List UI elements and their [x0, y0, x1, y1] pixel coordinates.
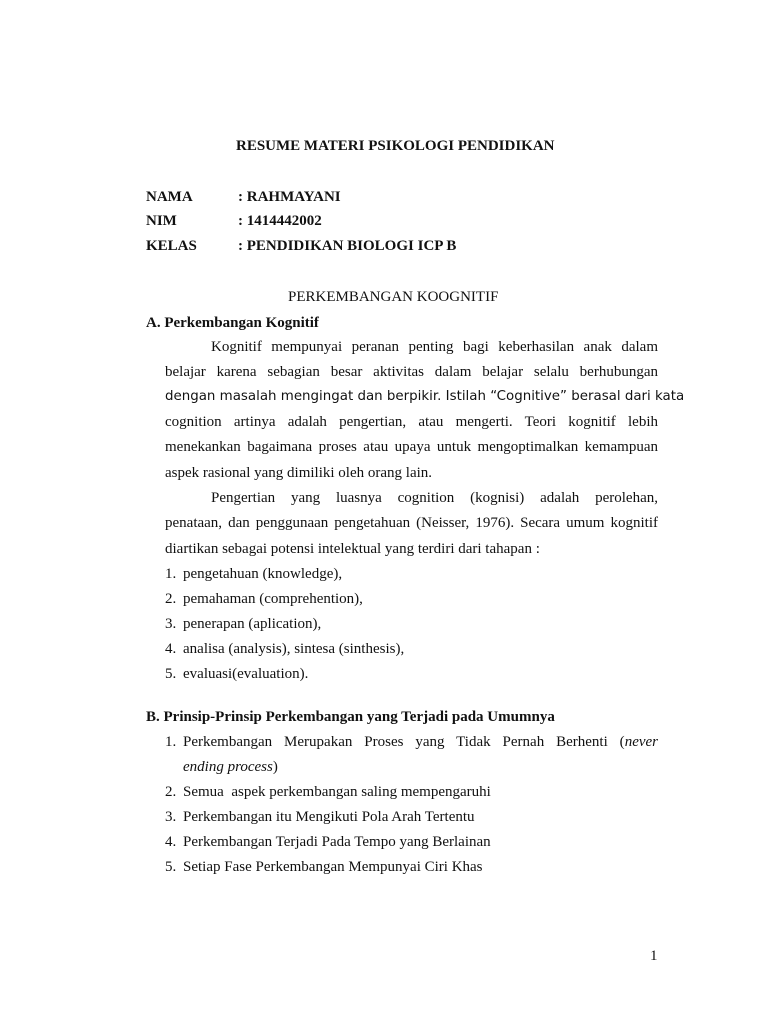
para2-line3: diartikan sebagai potensi intelektual yang terdiri dari tahapan :	[165, 541, 540, 557]
list-a-item-4: analisa (analysis), sintesa (sinthesis),	[183, 641, 405, 657]
list-a-num-5: 5.	[165, 666, 177, 682]
page-number: 1	[650, 948, 658, 964]
list-a-item-1: pengetahuan (knowledge),	[183, 566, 343, 582]
identity-value-nama: : RAHMAYANI	[238, 189, 341, 205]
list-b-item-1-italic-a: never	[624, 734, 658, 750]
identity-value-nim: : 1414442002	[238, 213, 322, 229]
list-b-item-1-italic-b: ending process	[183, 759, 273, 775]
para1-line3: dengan masalah mengingat dan berpikir. Istilah “Cognitive” berasal dari kata	[165, 389, 685, 404]
list-b-num-5: 5.	[165, 859, 177, 875]
identity-label-nim: NIM	[146, 213, 177, 229]
list-b-item-5: Setiap Fase Perkembangan Mempunyai Ciri Khas	[183, 859, 483, 875]
list-a-num-3: 3.	[165, 616, 177, 632]
list-a-num-1: 1.	[165, 566, 177, 582]
list-b-num-3: 3.	[165, 809, 177, 825]
list-b-item-2: Semua aspek perkembangan saling mempengaruhi	[183, 784, 491, 800]
section-title: PERKEMBANGAN KOOGNITIF	[288, 289, 499, 305]
identity-value-kelas: : PENDIDIKAN BIOLOGI ICP B	[238, 238, 457, 254]
para2-line2: penataan, dan penggunaan pengetahuan (Neisser, 1976). Secara umum kognitif	[165, 515, 658, 531]
identity-label-kelas: KELAS	[146, 238, 197, 254]
para1-line5: menekankan bagaimana proses atau upaya untuk mengoptimalkan kemampuan	[165, 439, 658, 455]
list-a-item-2: pemahaman (comprehention),	[183, 591, 363, 607]
list-b-item-3: Perkembangan itu Mengikuti Pola Arah Tertentu	[183, 809, 475, 825]
list-b-item-4: Perkembangan Terjadi Pada Tempo yang Berlainan	[183, 834, 491, 850]
para2-line1: Pengertian yang luasnya cognition (kognisi) adalah perolehan,	[211, 490, 658, 506]
list-b-item-1-line2	[183, 759, 278, 776]
section-b-heading: B. Prinsip-Prinsip Perkembangan yang Terjadi pada Umumnya	[146, 709, 555, 725]
list-b-item-1-line1	[183, 734, 658, 751]
list-b-num-1: 1.	[165, 734, 177, 750]
para1-line4: cognition artinya adalah pengertian, atau mengerti. Teori kognitif lebih	[165, 414, 658, 430]
list-b-item-1-text: Perkembangan Merupakan Proses yang Tidak Pernah Berhenti (	[183, 734, 625, 750]
list-a-item-5: evaluasi(evaluation).	[183, 666, 309, 682]
list-a-num-2: 2.	[165, 591, 177, 607]
section-a-heading: A. Perkembangan Kognitif	[146, 315, 319, 331]
para1-line1: Kognitif mempunyai peranan penting bagi keberhasilan anak dalam	[211, 339, 658, 355]
identity-label-nama: NAMA	[146, 189, 193, 205]
list-b-num-4: 4.	[165, 834, 177, 850]
list-a-item-3: penerapan (aplication),	[183, 616, 322, 632]
para1-line2: belajar karena sebagian besar aktivitas dalam belajar selalu berhubungan	[165, 364, 658, 380]
list-b-item-1-close: )	[272, 759, 278, 775]
list-b-num-2: 2.	[165, 784, 177, 800]
document-title: RESUME MATERI PSIKOLOGI PENDIDIKAN	[236, 138, 555, 154]
para1-line6: aspek rasional yang dimiliki oleh orang lain.	[165, 465, 433, 481]
list-a-num-4: 4.	[165, 641, 177, 657]
